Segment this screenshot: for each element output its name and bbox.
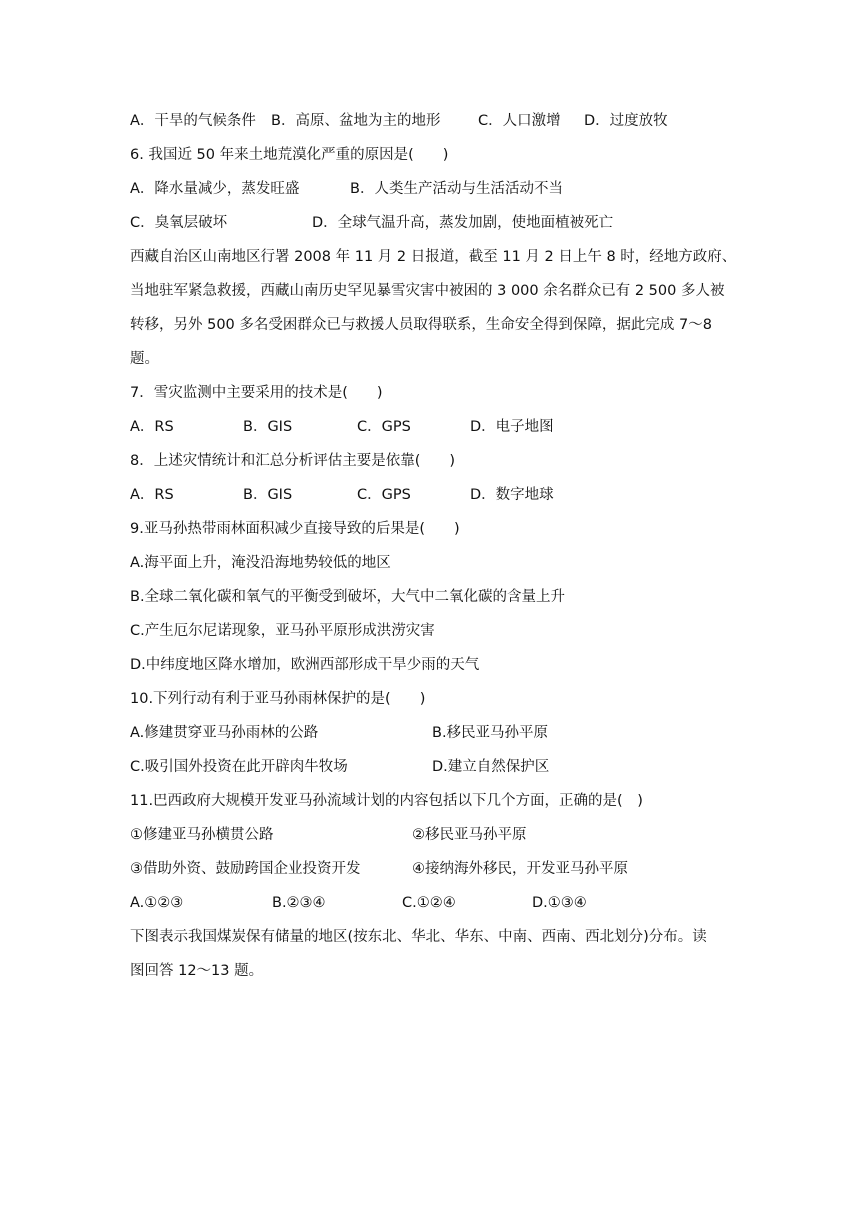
q7-stem: 7．雪灾监测中主要采用的技术是( ) xyxy=(130,385,383,401)
q11-item-1: ①修建亚马孙横贯公路 xyxy=(130,827,274,843)
q11-option-d: D.①③④ xyxy=(532,895,587,911)
q9-option-c: C.产生厄尔尼诺现象，亚马孙平原形成洪涝灾害 xyxy=(130,623,435,639)
q5-option-c: C．人口激增 xyxy=(478,113,561,129)
q6-option-d: D．全球气温升高，蒸发加剧，使地面植被死亡 xyxy=(312,215,614,231)
q6-stem: 6. 我国近 50 年来土地荒漠化严重的原因是( ) xyxy=(130,147,449,163)
q10-option-d: D.建立自然保护区 xyxy=(432,759,550,775)
q8-option-b: B．GIS xyxy=(243,487,293,503)
q5-option-b: B．高原、盆地为主的地形 xyxy=(271,113,441,129)
q7-option-d: D．电子地图 xyxy=(470,419,554,435)
q10-option-a: A.修建贯穿亚马孙雨林的公路 xyxy=(130,725,319,741)
q6-option-a: A．降水量减少，蒸发旺盛 xyxy=(130,181,300,197)
q11-option-a: A.①②③ xyxy=(130,895,184,911)
passage-line: 西藏自治区山南地区行署 2008 年 11 月 2 日报道，截至 11 月 2 日上午 8 时，经地方政府、 xyxy=(130,249,737,265)
passage-line: 当地驻军紧急救援，西藏山南历史罕见暴雪灾害中被困的 3 000 余名群众已有 2 500 多人被 xyxy=(130,283,725,299)
q8-option-d: D．数字地球 xyxy=(470,487,554,503)
q9-stem: 9.亚马孙热带雨林面积减少直接导致的后果是( ) xyxy=(130,521,460,537)
q11-option-b: B.②③④ xyxy=(272,895,326,911)
q5-option-a: A．干旱的气候条件 xyxy=(130,113,256,129)
passage-line: 图回答 12～13 题。 xyxy=(130,963,264,979)
q10-option-b: B.移民亚马孙平原 xyxy=(432,725,549,741)
q11-stem: 11.巴西政府大规模开发亚马孙流域计划的内容包括以下几个方面，正确的是( ) xyxy=(130,793,643,809)
q11-item-3: ③借助外资、鼓励跨国企业投资开发 xyxy=(130,861,361,877)
passage-line: 题。 xyxy=(130,351,159,367)
q11-item-2: ②移民亚马孙平原 xyxy=(412,827,527,843)
q8-option-c: C．GPS xyxy=(357,487,411,503)
passage-line: 转移，另外 500 多名受困群众已与救援人员取得联系，生命安全得到保障，据此完成 7～8 xyxy=(130,317,712,333)
q8-option-a: A．RS xyxy=(130,487,174,503)
q11-item-4: ④接纳海外移民，开发亚马孙平原 xyxy=(412,861,628,877)
q6-option-c: C．臭氧层破坏 xyxy=(130,215,228,231)
q10-option-c: C.吸引国外投资在此开辟肉牛牧场 xyxy=(130,759,348,775)
q11-option-c: C.①②④ xyxy=(402,895,456,911)
q6-option-b: B．人类生产活动与生活活动不当 xyxy=(350,181,563,197)
q9-option-d: D.中纬度地区降水增加，欧洲西部形成干旱少雨的天气 xyxy=(130,657,480,673)
q9-option-b: B.全球二氧化碳和氧气的平衡受到破坏，大气中二氧化碳的含量上升 xyxy=(130,589,566,605)
q10-stem: 10.下列行动有利于亚马孙雨林保护的是( ) xyxy=(130,691,426,707)
q9-option-a: A.海平面上升，淹没沿海地势较低的地区 xyxy=(130,555,391,571)
q7-option-c: C．GPS xyxy=(357,419,411,435)
q8-stem: 8．上述灾情统计和汇总分析评估主要是依靠( ) xyxy=(130,453,456,469)
q7-option-a: A．RS xyxy=(130,419,174,435)
q7-option-b: B．GIS xyxy=(243,419,293,435)
q5-option-d: D．过度放牧 xyxy=(584,113,668,129)
passage-line: 下图表示我国煤炭保有储量的地区(按东北、华北、华东、中南、西南、西北划分)分布。读 xyxy=(130,929,707,945)
